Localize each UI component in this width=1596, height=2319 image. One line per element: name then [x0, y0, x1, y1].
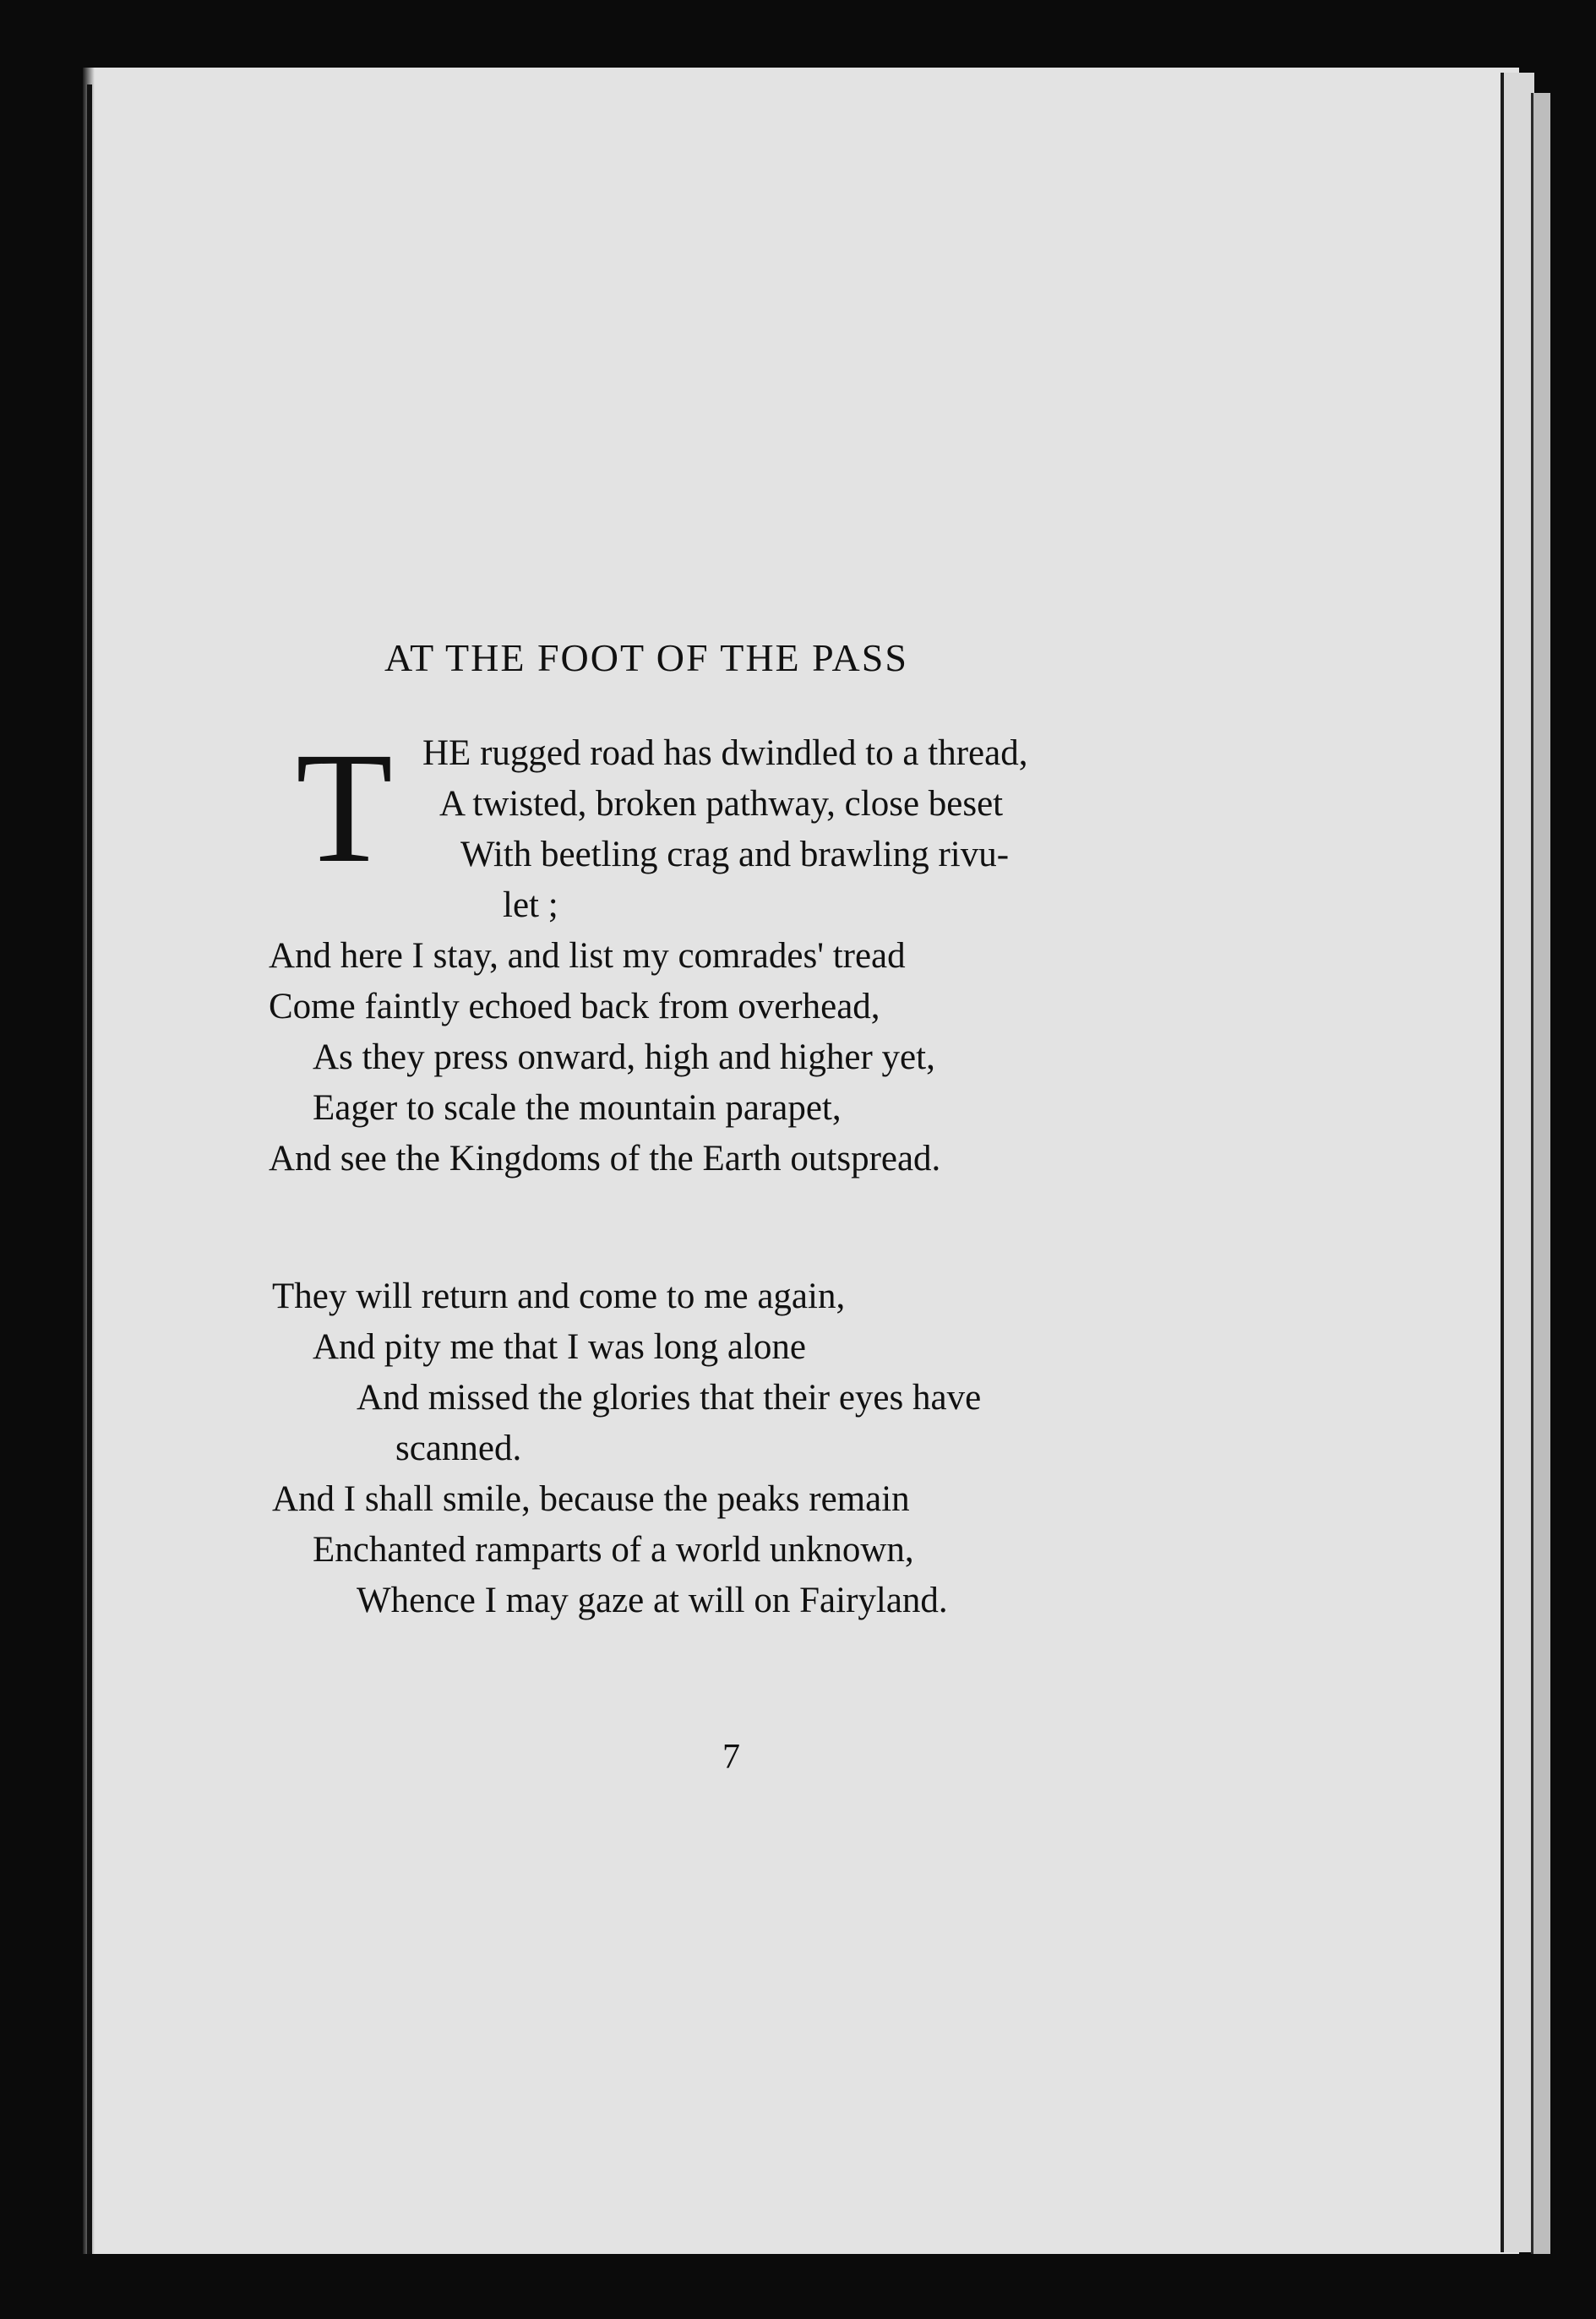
poem-line: And missed the glories that their eyes have [357, 1378, 982, 1418]
poem-line: Whence I may gaze at will on Fairyland. [357, 1581, 948, 1620]
poem-line: Eager to scale the mountain parapet, [313, 1088, 842, 1128]
poem-line: HE rugged road has dwindled to a thread, [422, 733, 1028, 773]
poem-line: They will return and come to me again, [272, 1277, 846, 1316]
page-left-edge [87, 84, 92, 2256]
poem-line: As they press onward, high and higher yet, [313, 1037, 935, 1077]
scan-border-bottom [51, 2254, 1571, 2319]
poem-line: let ; [503, 885, 558, 925]
poem-line: Come faintly echoed back from overhead, [269, 987, 880, 1026]
poem-line: And here I stay, and list my comrades' tread [269, 936, 906, 976]
poem-line: And I shall smile, because the peaks remain [272, 1479, 910, 1519]
page-right-edge-underlay [1531, 93, 1550, 2256]
page-right-edge [1501, 73, 1534, 2252]
page-number: 7 [722, 1738, 740, 1777]
poem-line: A twisted, broken pathway, close beset [439, 784, 1004, 824]
poem-line: And pity me that I was long alone [313, 1327, 806, 1367]
poem-line: Enchanted ramparts of a world unknown, [313, 1530, 914, 1570]
drop-cap: T [296, 719, 393, 895]
poem-title: AT THE FOOT OF THE PASS [384, 636, 908, 679]
poem-line: And see the Kingdoms of the Earth outspread. [269, 1139, 941, 1179]
poem-line: scanned. [395, 1429, 522, 1468]
poem-line: With beetling crag and brawling rivu- [460, 835, 1010, 874]
